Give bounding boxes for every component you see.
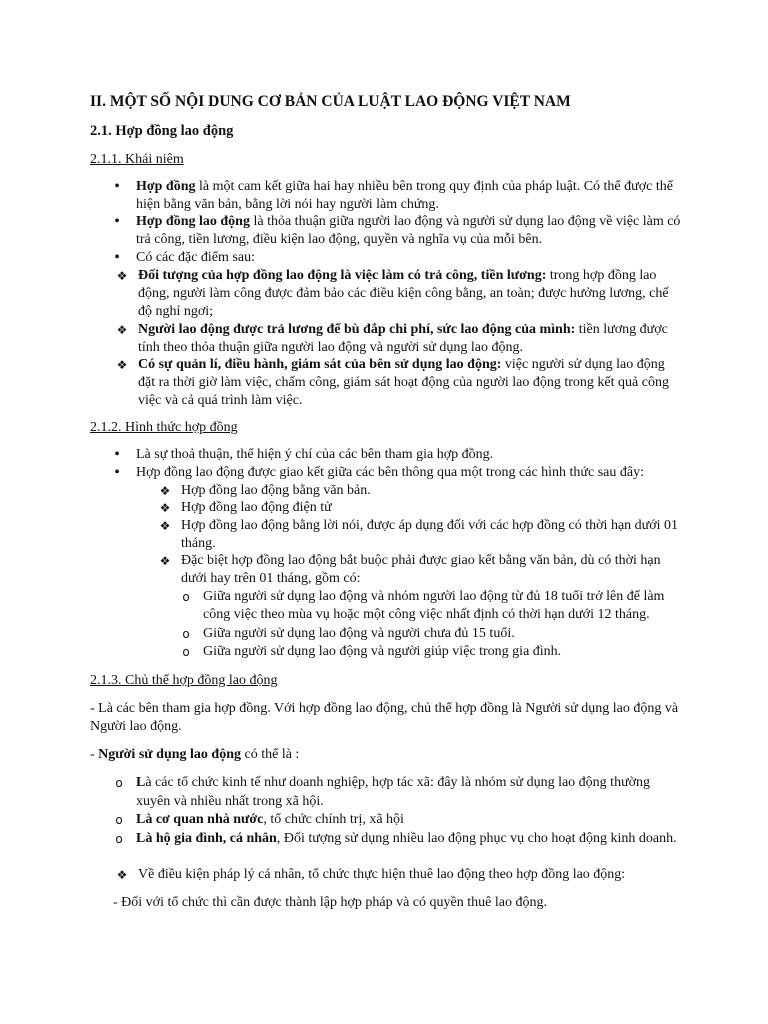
diamond-bullet-icon: ❖: [116, 269, 128, 283]
definition-text: tính theo thỏa thuận giữa người lao động và người sử dụng lao động.: [138, 340, 523, 355]
list-text: tháng.: [181, 536, 216, 551]
list-text: dưới hay trên 01 tháng, gồm có:: [181, 571, 361, 586]
paragraph-text: [90, 746, 299, 764]
list-text: à các tổ chức kinh tế như doanh nghiệp, hợp tác xã: đây là nhóm sử dụng lao động thường: [145, 775, 651, 790]
definition-text: trong hợp đồng lao: [546, 268, 657, 283]
term-bold: L: [136, 775, 146, 790]
list-text: Hợp đồng lao động bằng văn bản.: [181, 483, 371, 498]
section-title-2-1-2: 2.1.2. Hình thức hợp đồng: [90, 420, 238, 435]
bullet-icon: •: [114, 249, 120, 266]
circle-bullet-icon: o: [182, 645, 190, 659]
definition-text: trả công, tiền lương, điều kiện lao động, quyền và nghĩa vụ của mỗi bên.: [136, 232, 543, 247]
dash-prefix: -: [90, 747, 99, 762]
term-bold: Đối tượng của hợp đồng lao động là việc làm có trả công, tiền lương:: [138, 268, 547, 283]
paragraph-text: - Đối với tổ chức thì cần được thành lập hợp pháp và có quyền thuê lao động.: [113, 895, 547, 910]
definition-text: đặt ra thời giờ làm việc, chấm công, giám sát hoạt động của người lao động trong kết quả công: [138, 375, 669, 390]
circle-bullet-icon: o: [182, 627, 190, 641]
term-bold: Hợp đồng lao động: [136, 214, 250, 229]
circle-bullet-icon: o: [182, 590, 190, 604]
term-bold: Là hộ gia đình, cá nhân: [136, 831, 277, 846]
list-text: , tổ chức chính trị, xã hội: [263, 812, 404, 827]
term-bold: Người lao động được trả lương để bù đắp chi phí, sức lao động của mình:: [138, 322, 576, 337]
sub-heading: 2.1. Hợp đồng lao động: [90, 123, 234, 139]
list-text: Giữa người sử dụng lao động và người giúp việc trong gia đình.: [203, 644, 562, 659]
diamond-bullet-icon: ❖: [159, 554, 171, 568]
definition-text: tiền lương được: [575, 322, 668, 337]
circle-bullet-icon: o: [115, 832, 123, 846]
list-text: Hợp đồng lao động được giao kết giữa các bên thông qua một trong các hình thức sau đây:: [136, 465, 644, 480]
list-text: Giữa người sử dụng lao động và người chưa đủ 15 tuổi.: [203, 626, 515, 641]
definition-text: việc và cả quá trình làm việc.: [138, 393, 303, 408]
diamond-bullet-icon: ❖: [116, 868, 128, 882]
list-text: Có các đặc điểm sau:: [136, 250, 255, 265]
paragraph-text: có thể là :: [241, 747, 300, 762]
definition-text: động, người làm công được đảm bảo các điều kiện công bằng, an toàn; được hưởng lương, chế: [138, 286, 669, 301]
paragraph-text: - Là các bên tham gia hợp đồng. Với hợp đồng lao động, chủ thể hợp đồng là Người sử dụng lao động và: [90, 701, 679, 716]
paragraph-text: Người lao động.: [90, 719, 182, 734]
list-text: Về điều kiện pháp lý cá nhân, tổ chức thực hiện thuê lao động theo hợp đồng lao động:: [138, 867, 626, 882]
section-title-2-1-3: 2.1.3. Chủ thể hợp đồng lao động: [90, 673, 278, 688]
list-text: , Đối tượng sử dụng nhiều lao động phục vụ cho hoạt động kinh doanh.: [276, 831, 677, 846]
list-text: Là sự thoả thuận, thể hiện ý chí của các bên tham gia hợp đồng.: [136, 447, 494, 462]
list-text: xuyên và nhiều nhất trong xã hội.: [136, 794, 324, 809]
term-bold: Người sử dụng lao động: [98, 747, 241, 762]
definition-text: việc người sử dụng lao động: [501, 357, 665, 372]
list-text: Đặc biệt hợp đồng lao động bắt buộc phải được giao kết bằng văn bản, dù có thời hạn: [181, 553, 661, 568]
section-title-2-1-1: 2.1.1. Khái niêm: [90, 152, 184, 167]
list-text: công việc theo mùa vụ hoặc một công việc nhất định có thời hạn dưới 12 tháng.: [203, 607, 650, 622]
term-bold: Là cơ quan nhà nước: [136, 812, 264, 827]
list-text: Hợp đồng lao động điện tử: [181, 500, 332, 515]
definition-text: là một cam kết giữa hai hay nhiều bên trong quy định của pháp luật. Có thể được thể: [195, 179, 673, 194]
bullet-icon: •: [114, 446, 120, 463]
main-heading: II. MỘT SỐ NỘI DUNG CƠ BẢN CỦA LUẬT LAO ĐỘNG VIỆT NAM: [90, 93, 571, 110]
bullet-icon: •: [114, 464, 120, 481]
diamond-bullet-icon: ❖: [159, 484, 171, 498]
term-bold: Có sự quản lí, điều hành, giám sát của bên sử dụng lao động:: [138, 357, 502, 372]
diamond-bullet-icon: ❖: [159, 519, 171, 533]
diamond-bullet-icon: ❖: [159, 501, 171, 515]
bullet-icon: •: [114, 213, 120, 230]
circle-bullet-icon: o: [115, 776, 123, 790]
definition-text: độ nghỉ ngơi;: [138, 304, 214, 319]
definition-text: hiện bằng văn bản, bằng lời nói hay người làm chứng.: [136, 197, 439, 212]
diamond-bullet-icon: ❖: [116, 358, 128, 372]
list-text: Giữa người sử dụng lao động và nhóm người lao động từ đủ 18 tuổi trở lên để làm: [203, 589, 665, 604]
list-text: Hợp đồng lao động bằng lời nói, được áp dụng đối với các hợp đồng có thời hạn dưới 01: [181, 518, 679, 533]
term-bold: Hợp đồng: [136, 179, 196, 194]
diamond-bullet-icon: ❖: [116, 323, 128, 337]
circle-bullet-icon: o: [115, 813, 123, 827]
definition-text: là thỏa thuận giữa người lao động và người sử dụng lao động về việc làm có: [249, 214, 681, 229]
bullet-icon: •: [114, 178, 120, 195]
